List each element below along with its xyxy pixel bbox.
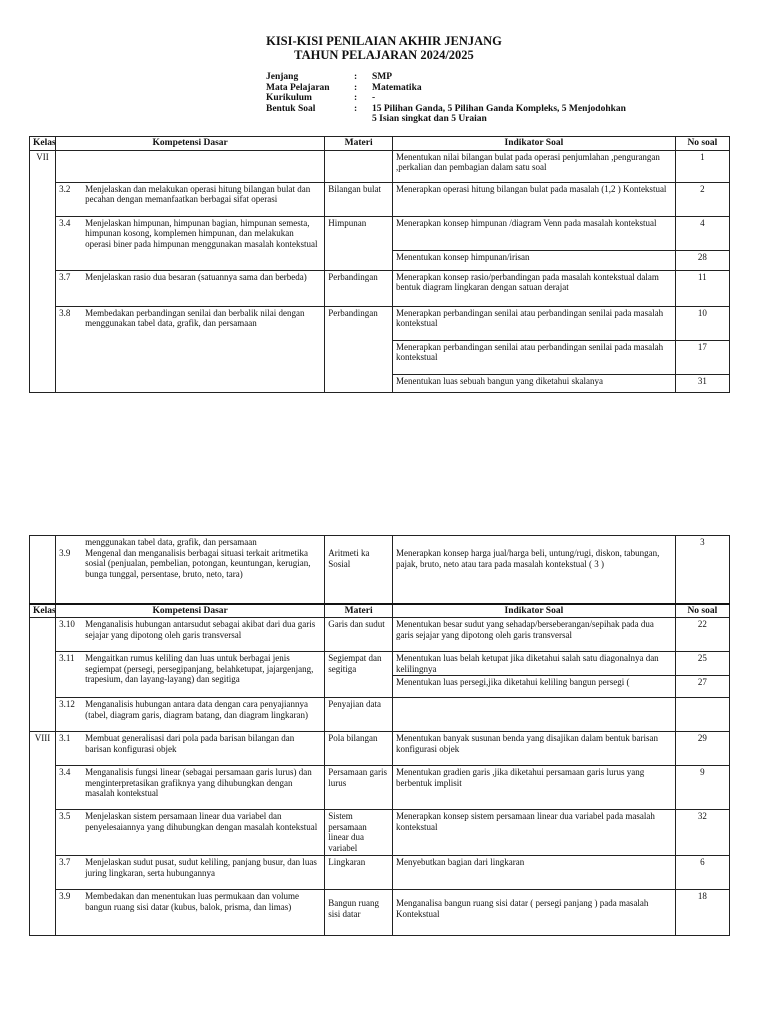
indikator-cell: Menerapkan konsep rasio/perbandingan pada masalah kontekstual dalam bentuk diagram lingkaran dengan satuan derajat [393, 270, 676, 306]
materi-cell: Bilangan bulat [325, 182, 393, 216]
no-soal-cell: 3 [675, 536, 729, 604]
indikator-cell: Menentukan luas belah ketupat jika diketahui salah satu diagonalnya dan kelilingnya [393, 652, 676, 676]
indikator-cell: Menentukan luas sebuah bangun yang diketahui skalanya [393, 374, 676, 392]
kd-text: Menjelaskan dan melakukan operasi hitung bilangan bulat dan pecahan dengan memanfaatkan berbagai sifat operasi [85, 183, 311, 204]
kd-cell [56, 618, 325, 652]
kd-number: 3.7 [59, 857, 71, 867]
kd-text: Membedakan perbandingan senilai dan berbalik nilai dengan menggunakan tabel data, grafik, dan persamaan [85, 307, 305, 328]
materi-cell [325, 150, 393, 182]
kd-cell [56, 732, 325, 766]
kelas-cell [30, 536, 56, 604]
indikator-cell: Menganalisa bangun ruang sisi datar ( persegi panjang ) pada masalah Kontekstual [393, 890, 676, 936]
kd-text: Mengaitkan rumus keliling dan luas untuk berbagai jenis segiempat (persegi, persegipanjang, belahketupat, jajargenjang, trapesium, dan layang-layang) dan segitiga [85, 653, 314, 684]
indikator-cell: Menerapkan perbandingan senilai atau perbandingan senilai pada masalah kontekstual [393, 306, 676, 340]
table-header-row [30, 137, 730, 151]
kd-cell [56, 698, 325, 732]
kd-text: Mengenal dan menganalisis berbagai situasi terkait aritmetika sosial (penjualan, pembelian, potongan, keuntungan, kerugian, bunga tunggal, persentase, bruto, neto, tara) [85, 547, 311, 579]
table-row [30, 150, 730, 182]
indikator-cell: Menentukan banyak susunan benda yang disajikan dalam bentuk barisan konfigurasi objek [393, 732, 676, 766]
kd-text: Menganalisis hubungan antarsudut sebagai akibat dari dua garis sejajar yang dipotong oleh garis transversal [85, 619, 316, 640]
materi-cell: Segiempat dan segitiga [325, 652, 393, 698]
table-row [30, 698, 730, 732]
no-soal-cell: 18 [675, 890, 729, 936]
no-soal-cell: 29 [675, 732, 729, 766]
kd-cell [56, 182, 325, 216]
col-indikator-soal: Indikator Soal [393, 137, 676, 151]
no-soal-cell: 25 [675, 652, 729, 676]
no-soal-cell: 6 [675, 856, 729, 890]
kd-number: 3.4 [59, 217, 71, 228]
kd-text: Menjelaskan sudut pusat, sudut keliling, panjang busur, dan luas juring lingkaran, serta hubungannya [85, 857, 317, 878]
kelas-cell: VIII [30, 732, 56, 936]
kd-cell [56, 652, 325, 698]
col-no-soal: No soal [675, 137, 729, 151]
kelas-cell: VII [30, 150, 56, 392]
meta-block [266, 72, 632, 125]
indikator-cell: Menerapkan perbandingan senilai atau perbandingan senilai pada masalah kontekstual [393, 340, 676, 374]
materi-cell: Pola bilangan [325, 732, 393, 766]
no-soal-cell: 31 [675, 374, 729, 392]
kd-cell [56, 216, 325, 270]
table-row [30, 810, 730, 856]
kisi-table-page2 [29, 535, 730, 936]
meta-key: Bentuk Soal [266, 103, 316, 114]
kd-number: 3.7 [59, 271, 71, 282]
materi-cell: Bangun ruang sisi datar [325, 890, 393, 936]
col-kelas: Kelas [30, 604, 56, 618]
kd-number: 3.1 [59, 733, 71, 743]
kd-number: 3.8 [59, 307, 71, 318]
no-soal-cell [675, 698, 729, 732]
no-soal-cell: 4 [675, 216, 729, 250]
kd-cell [56, 766, 325, 810]
indikator-cell: Menyebutkan bagian dari lingkaran [393, 856, 676, 890]
table-row [30, 182, 730, 216]
materi-cell: Persamaan garis lurus [325, 766, 393, 810]
kd-text: Membuat generalisasi dari pola pada barisan bilangan dan barisan konfigurasi objek [85, 733, 295, 754]
indikator-cell: Menerapkan konsep himpunan /diagram Venn pada masalah kontekstual [393, 216, 676, 250]
meta-key [266, 114, 354, 125]
kd-cell [56, 890, 325, 936]
kd-number: 3.5 [59, 811, 71, 821]
kd-text: Menjelaskan sistem persamaan linear dua variabel dan penyelesaiannya yang dihubungkan dengan masalah kontekstual [85, 811, 318, 832]
materi-cell: Perbandingan [325, 270, 393, 306]
no-soal-cell: 22 [675, 618, 729, 652]
meta-value: SMP [372, 72, 393, 82]
indikator-cell: Menentukan luas persegi,jika diketahui keliling bangun persegi ( [393, 676, 676, 698]
table-row [30, 766, 730, 810]
col-kompetensi-dasar: Kompetensi Dasar [56, 604, 325, 618]
meta-sep: : [354, 82, 358, 93]
meta-sep: : [354, 72, 358, 82]
col-kelas: Kelas [30, 137, 56, 151]
no-soal-cell: 1 [675, 150, 729, 182]
kd-number: 3.12 [59, 699, 75, 709]
indikator-cell: Menentukan gradien garis ,jika diketahui persamaan garis lurus yang berbentuk implisit [393, 766, 676, 810]
materi-cell: Aritmeti ka Sosial [325, 536, 393, 604]
table-header-row [30, 604, 730, 618]
doc-subtitle: TAHUN PELAJARAN 2024/2025 [294, 48, 474, 62]
meta-sep: : [354, 93, 358, 103]
kd-text: Menjelaskan himpunan, himpunan bagian, himpunan semesta, himpunan kosong, komplemen himpunan, dan melakukan operasi biner pada himpunan menggunakan masalah kontekstual [85, 217, 318, 249]
materi-cell: Himpunan [325, 216, 393, 270]
table-row [30, 216, 730, 250]
meta-value: Matematika [372, 82, 422, 93]
meta-sep: : [354, 103, 358, 114]
meta-key: Jenjang [266, 72, 299, 82]
kd-number: 3.2 [59, 183, 71, 194]
no-soal-cell: 32 [675, 810, 729, 856]
kd-number: 3.9 [59, 547, 71, 558]
indikator-cell: Menerapkan operasi hitung bilangan bulat pada masalah (1,2 ) Kontekstual [393, 182, 676, 216]
table-row [30, 618, 730, 652]
meta-sep [354, 114, 372, 125]
indikator-cell: Menentukan konsep himpunan/irisan [393, 250, 676, 270]
indikator-cell: Menerapkan konsep harga jual/harga beli, untung/rugi, diskon, tabungan, pajak, bruto, neto atau tara pada masalah kontekstual ( 3 ) [393, 536, 676, 604]
no-soal-cell: 9 [675, 766, 729, 810]
doc-title: KISI-KISI PENILAIAN AKHIR JENJANG [266, 34, 502, 48]
col-kompetensi-dasar: Kompetensi Dasar [56, 137, 325, 151]
meta-key: Mata Pelajaran [266, 82, 330, 93]
materi-cell: Lingkaran [325, 856, 393, 890]
table-row [30, 652, 730, 676]
kd-text: Membedakan dan menentukan luas permukaan dan volume bangun ruang sisi datar (kubus, balok, prisma, dan limas) [85, 891, 300, 912]
materi-cell: Sistem persamaan linear dua variabel [325, 810, 393, 856]
kd-number: 3.10 [59, 619, 75, 629]
no-soal-cell: 10 [675, 306, 729, 340]
meta-value: 15 Pilihan Ganda, 5 Pilihan Ganda Kompleks, 5 Menjodohkan [372, 103, 626, 114]
table-row [30, 856, 730, 890]
table-row [30, 890, 730, 936]
kd-cell [56, 856, 325, 890]
no-soal-cell: 2 [675, 182, 729, 216]
kd-number: 3.4 [59, 767, 71, 777]
no-soal-cell: 27 [675, 676, 729, 698]
indikator-cell: Menerapkan konsep sistem persamaan linear dua variabel pada masalah kontekstual [393, 810, 676, 856]
kd-number: 3.11 [59, 653, 75, 663]
indikator-cell: Menentukan besar sudut yang sehadap/berseberangan/sepihak pada dua garis sejajar yang dipotong oleh garis transversal [393, 618, 676, 652]
no-soal-cell: 17 [675, 340, 729, 374]
col-materi: Materi [325, 604, 393, 618]
kd-cell [56, 270, 325, 306]
materi-cell: Penyajian data [325, 698, 393, 732]
indikator-cell: Menentukan nilai bilangan bulat pada operasi penjumlahan ,pengurangan ,perkalian dan pembagian dalam satu soal [393, 150, 676, 182]
col-materi: Materi [325, 137, 393, 151]
kd-continued-text: menggunakan tabel data, grafik, dan persamaan [85, 537, 257, 547]
meta-key: Kurikulum [266, 93, 312, 103]
kd-cell [56, 150, 325, 182]
materi-cell: Garis dan sudut [325, 618, 393, 652]
kd-text: Menganalisis hubungan antara data dengan cara penyajiannya (tabel, diagram garis, diagram batang, dan diagram lingkaran) [85, 699, 308, 720]
kelas-cell [30, 618, 56, 732]
table-row [30, 536, 730, 604]
meta-value: - [372, 93, 376, 103]
kd-text: Menjelaskan rasio dua besaran (satuannya sama dan berbeda) [85, 271, 307, 282]
kd-cell [56, 536, 325, 604]
kd-cell [56, 810, 325, 856]
table-row [30, 306, 730, 340]
kd-number: 3.9 [59, 891, 71, 901]
kisi-table-page1 [29, 136, 730, 393]
col-indikator-soal: Indikator Soal [393, 604, 676, 618]
no-soal-cell: 11 [675, 270, 729, 306]
no-soal-cell: 28 [675, 250, 729, 270]
table-row [30, 732, 730, 766]
indikator-cell [393, 698, 676, 732]
kd-cell [56, 306, 325, 392]
meta-value: 5 Isian singkat dan 5 Uraian [372, 114, 487, 124]
col-no-soal: No soal [675, 604, 729, 618]
kd-text: Menganalisis fungsi linear (sebagai persamaan garis lurus) dan menginterpretasikan grafiknya yang dihubungkan dengan masalah kontekstual [85, 767, 312, 798]
table-row [30, 270, 730, 306]
materi-cell: Perbandingan [325, 306, 393, 392]
